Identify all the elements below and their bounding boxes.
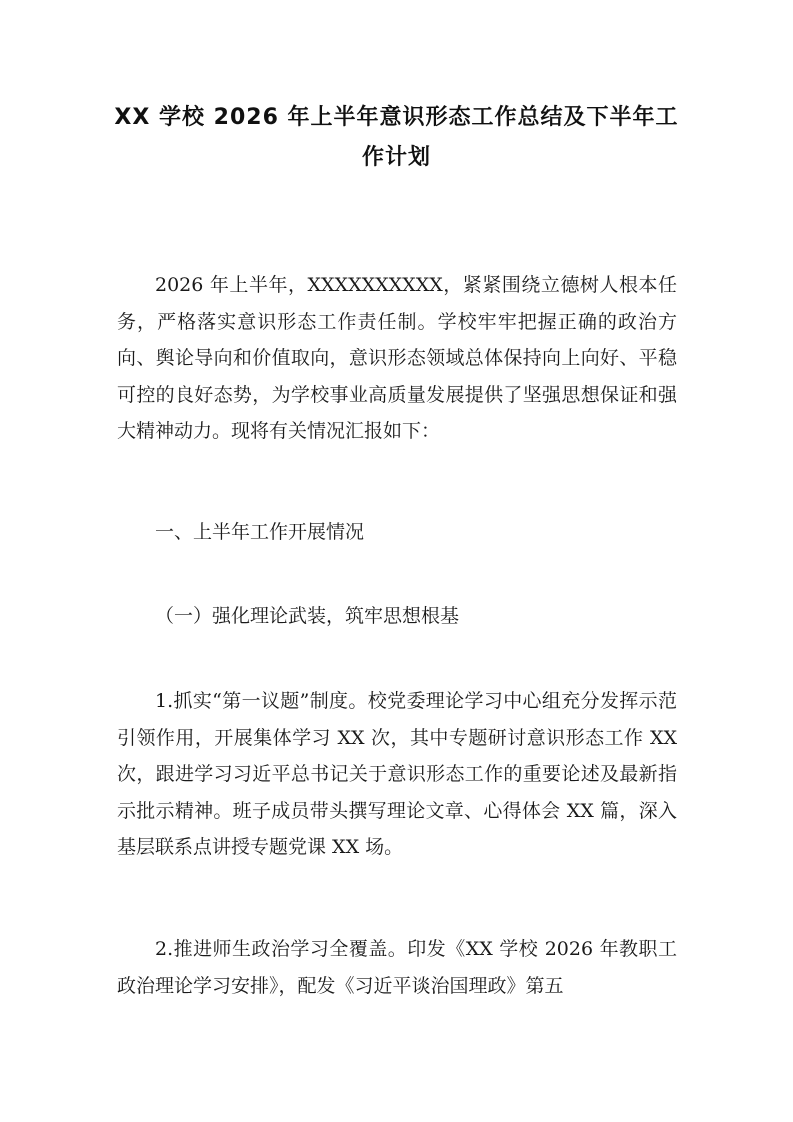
item-1-block xyxy=(117,683,677,866)
document-title: XX 学校 2026 年上半年意识形态工作总结及下半年工作计划 xyxy=(114,105,679,170)
item-2-block xyxy=(117,931,677,1004)
section-1-block xyxy=(117,514,677,551)
section-1-heading: 一、上半年工作开展情况 xyxy=(155,521,365,543)
item-1-paragraph: 1.抓实“第一议题”制度。校党委理论学习中心组充分发挥示范引领作用，开展集体学习 XX 次，其中专题研讨意识形态工作 XX 次，跟进学习习近平总书记关于意识形态工作的重要论述及最新指示批示精神。班子成员带头撰写理论文章、心得体会 XX 篇，深入基层联系点讲授专题党课 XX 场。 xyxy=(117,690,677,858)
intro-block xyxy=(117,267,677,450)
item-2-paragraph: 2.推进师生政治学习全覆盖。印发《XX 学校 2026 年教职工政治理论学习安排》，配发《习近平谈治国理政》第五 xyxy=(117,938,677,997)
subsection-1-block xyxy=(117,598,677,635)
intro-paragraph: 2026 年上半年，XXXXXXXXXX，紧紧围绕立德树人根本任务，严格落实意识形态工作责任制。学校牢牢把握正确的政治方向、舆论导向和价值取向，意识形态领域总体保持向上向好、平稳可控的良好态势，为学校事业高质量发展提供了坚强思想保证和强大精神动力。现将有关情况汇报如下： xyxy=(117,274,677,442)
subsection-1-heading: （一）强化理论武装，筑牢思想根基 xyxy=(155,605,460,627)
